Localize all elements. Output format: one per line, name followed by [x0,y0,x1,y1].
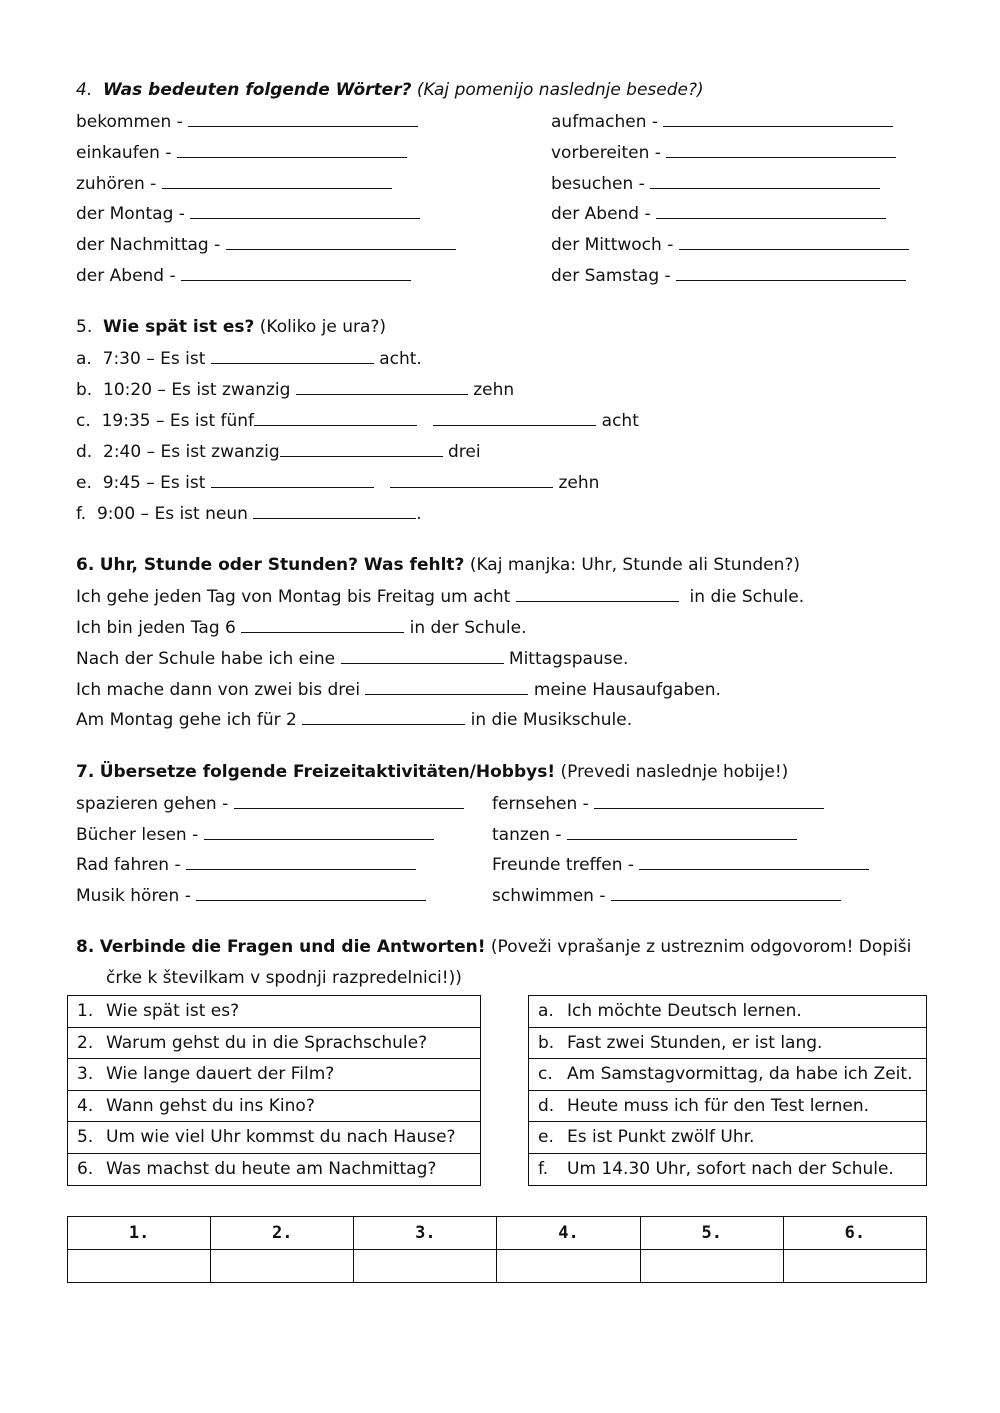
task4-left-row [76,202,420,225]
answer-letter: b. [538,1032,555,1053]
word-label: der Montag - [76,204,185,224]
answer-text: Um 14.30 Uhr, sofort nach der Schule. [567,1158,894,1179]
question-number: 5. [77,1127,94,1147]
answer-text: Ich möchte Deutsch lernen. [567,1001,802,1021]
question-number: 2. [77,1032,94,1053]
task6-subtitle: (Kaj manjka: Uhr, Stunde ali Stunden?) [469,555,801,575]
task7-left-row [76,823,434,846]
task8-subtitle-cont: črke k številkam v spodnji razpredelnici!)) [106,968,462,988]
answer-text: Fast zwei Stunden, er ist lang. [567,1032,823,1053]
question-row [68,996,480,1028]
task5-item [76,502,422,525]
task7-left-row [76,884,426,907]
answer-blank[interactable] [280,440,443,457]
answer-text: Es ist Punkt zwölf Uhr. [567,1127,755,1147]
word-label: der Abend - [76,266,176,286]
hobby-label: schwimmen - [492,886,606,906]
item-text: 9:45 – Es ist [102,473,206,493]
answer-blank[interactable] [254,409,417,426]
task7-left-row [76,853,416,876]
sentence-end: in der Schule. [409,618,527,638]
item-text: 7:30 – Es ist [102,349,206,369]
word-label: vorbereiten - [551,143,661,163]
question-text: Wie spät ist es? [106,1001,240,1021]
matching-answer-table [67,1216,927,1283]
answer-blank[interactable] [188,110,418,127]
answer-blank[interactable] [211,347,374,364]
answer-text: Heute muss ich für den Test lernen. [567,1095,869,1116]
sentence-end: meine Hausaufgaben. [533,680,721,700]
answer-letter: f. [538,1158,549,1179]
task7-title: Übersetze folgende Freizeitaktivitäten/Hobbys! [99,762,556,782]
answers-box [528,995,927,1186]
task7-number: 7. [76,762,95,782]
word-label: der Mittwoch - [551,235,674,255]
answer-blank[interactable] [656,202,886,219]
header-cell: 3. [354,1217,497,1250]
task7-right-row [492,884,841,907]
task4-right-row [551,141,896,164]
question-number: 6. [77,1158,94,1179]
task4-title: Was bedeuten folgende Wörter? [103,80,412,100]
answer-blank[interactable] [241,616,404,633]
answer-blank[interactable] [204,823,434,840]
header-cell: 5. [640,1217,783,1250]
item-letter: c. [76,411,91,431]
answer-letter: e. [538,1127,554,1147]
question-text: Wann gehst du ins Kino? [106,1095,315,1116]
answer-blank[interactable] [302,708,465,725]
question-text: Wie lange dauert der Film? [106,1064,335,1084]
answer-blank[interactable] [663,110,893,127]
task5-item [76,440,481,463]
task6-sentence [76,678,721,701]
header-cell: 2. [211,1217,354,1250]
item-text-end: zehn [558,473,600,493]
question-text: Was machst du heute am Nachmittag? [106,1158,437,1179]
task8-subtitle: (Poveži vprašanje z ustreznim odgovorom! Dopiši [490,937,912,957]
task4-right-row [551,264,906,287]
hobby-label: Rad fahren - [76,855,181,875]
task4-heading [76,79,704,101]
word-label: besuchen - [551,174,645,194]
item-text: 9:00 – Es ist neun [96,504,248,524]
item-letter: d. [76,442,93,462]
answer-cell[interactable] [211,1250,354,1283]
task8-heading [76,936,911,958]
word-label: einkaufen - [76,143,172,163]
header-cell: 1. [68,1217,211,1250]
question-number: 4. [77,1095,94,1116]
item-text-end: . [416,504,422,524]
task5-subtitle: (Koliko je ura?) [259,317,387,337]
task7-heading [76,761,788,783]
hobby-label: Bücher lesen - [76,825,199,845]
question-number: 1. [77,1001,94,1021]
question-number: 3. [77,1064,94,1084]
task4-left-row [76,141,407,164]
task4-right-row [551,233,909,256]
answer-blank[interactable] [253,502,416,519]
sentence-text: Ich gehe jeden Tag von Montag bis Freitag um acht [76,587,511,607]
task6-sentence [76,585,804,608]
task6-sentence [76,708,632,731]
word-label: aufmachen - [551,112,659,132]
item-text-end: acht. [379,349,422,369]
header-cell: 4. [497,1217,640,1250]
word-label: der Nachmittag - [76,235,221,255]
task5-item [76,347,422,370]
task4-right-row [551,202,886,225]
answer-row [529,1122,926,1154]
task8-title: Verbinde die Fragen und die Antworten! [99,937,486,957]
sentence-end: in die Musikschule. [470,710,633,730]
task7-left-row [76,792,464,815]
answer-blank[interactable] [226,233,456,250]
question-row [68,1154,480,1186]
question-row [68,1028,480,1060]
sentence-text: Ich bin jeden Tag 6 [76,618,236,638]
task5-item [76,409,639,432]
word-label: zuhören - [76,174,157,194]
task4-left-row [76,110,418,133]
answer-blank[interactable] [196,884,426,901]
answer-cell[interactable] [68,1250,211,1283]
answer-text: Am Samstagvormittag, da habe ich Zeit. [567,1064,913,1084]
header-cell: 6. [783,1217,926,1250]
item-letter: a. [76,349,92,369]
answer-cell[interactable] [640,1250,783,1283]
answer-blank[interactable] [190,202,420,219]
sentence-end: Mittagspause. [508,649,629,669]
hobby-label: spazieren gehen - [76,794,229,814]
answer-cell[interactable] [354,1250,497,1283]
hobby-label: fernsehen - [492,794,589,814]
task7-subtitle: (Prevedi naslednje hobije!) [560,762,789,782]
answer-row [529,1091,926,1123]
answer-table-header [68,1217,927,1250]
sentence-text: Am Montag gehe ich für 2 [76,710,297,730]
answer-blank[interactable] [676,264,906,281]
task5-item [76,471,599,494]
sentence-text: Ich mache dann von zwei bis drei [76,680,361,700]
answer-blank[interactable] [234,792,464,809]
answer-row [529,1059,926,1091]
task4-left-row [76,264,411,287]
answer-blank[interactable] [567,823,797,840]
answer-blank[interactable] [650,172,880,189]
sentence-end: in die Schule. [689,587,805,607]
item-text: 19:35 – Es ist fünf [101,411,255,431]
task6-number: 6. [76,555,95,575]
task4-right-row [551,110,893,133]
sentence-text: Nach der Schule habe ich eine [76,649,336,669]
task4-number: 4. [76,80,93,100]
answer-blank[interactable] [296,378,468,395]
answer-row [529,1028,926,1060]
task7-right-row [492,792,824,815]
item-text: 2:40 – Es ist zwanzig [103,442,280,462]
answer-cell[interactable] [497,1250,640,1283]
task6-title: Uhr, Stunde oder Stunden? Was fehlt? [99,555,465,575]
answer-letter: d. [538,1095,555,1116]
answer-table-row [68,1250,927,1283]
answer-row [529,1154,926,1186]
question-row [68,1091,480,1123]
questions-box [67,995,481,1186]
task4-left-row [76,233,456,256]
question-row [68,1059,480,1091]
answer-blank[interactable] [433,409,596,426]
hobby-label: Freunde treffen - [492,855,635,875]
answer-blank[interactable] [162,172,392,189]
answer-row [529,996,926,1028]
answer-blank[interactable] [639,853,869,870]
item-letter: e. [76,473,92,493]
item-text-end: drei [448,442,481,462]
task5-heading [76,316,386,338]
question-row [68,1122,480,1154]
item-text-end: zehn [473,380,515,400]
answer-blank[interactable] [211,471,374,488]
task5-number: 5. [76,317,93,337]
answer-letter: c. [538,1064,553,1084]
answer-blank[interactable] [679,233,909,250]
answer-letter: a. [538,1001,554,1021]
task6-heading [76,554,800,576]
question-text: Um wie viel Uhr kommst du nach Hause? [106,1127,456,1147]
task5-item [76,378,514,401]
answer-blank[interactable] [390,471,553,488]
word-label: der Samstag - [551,266,671,286]
answer-cell[interactable] [783,1250,926,1283]
hobby-label: tanzen - [492,825,562,845]
word-label: bekommen - [76,112,183,132]
task6-sentence [76,616,526,639]
task8-number: 8. [76,937,95,957]
answer-blank[interactable] [611,884,841,901]
task7-right-row [492,823,797,846]
hobby-label: Musik hören - [76,886,191,906]
question-text: Warum gehst du in die Sprachschule? [106,1032,428,1053]
task7-right-row [492,853,869,876]
item-letter: b. [76,380,93,400]
answer-blank[interactable] [594,792,824,809]
task5-title: Wie spät ist es? [103,317,255,337]
answer-blank[interactable] [516,585,679,602]
task6-sentence [76,647,628,670]
item-letter: f. [76,504,87,524]
word-label: der Abend - [551,204,651,224]
answer-blank[interactable] [177,141,407,158]
answer-blank[interactable] [666,141,896,158]
answer-blank[interactable] [181,264,411,281]
task4-right-row [551,172,880,195]
answer-blank[interactable] [341,647,504,664]
answer-blank[interactable] [365,678,528,695]
item-text-end: acht [601,411,639,431]
answer-blank[interactable] [186,853,416,870]
item-text: 10:20 – Es ist zwanzig [103,380,291,400]
task4-subtitle: (Kaj pomenijo naslednje besede?) [416,80,704,100]
task4-left-row [76,172,392,195]
